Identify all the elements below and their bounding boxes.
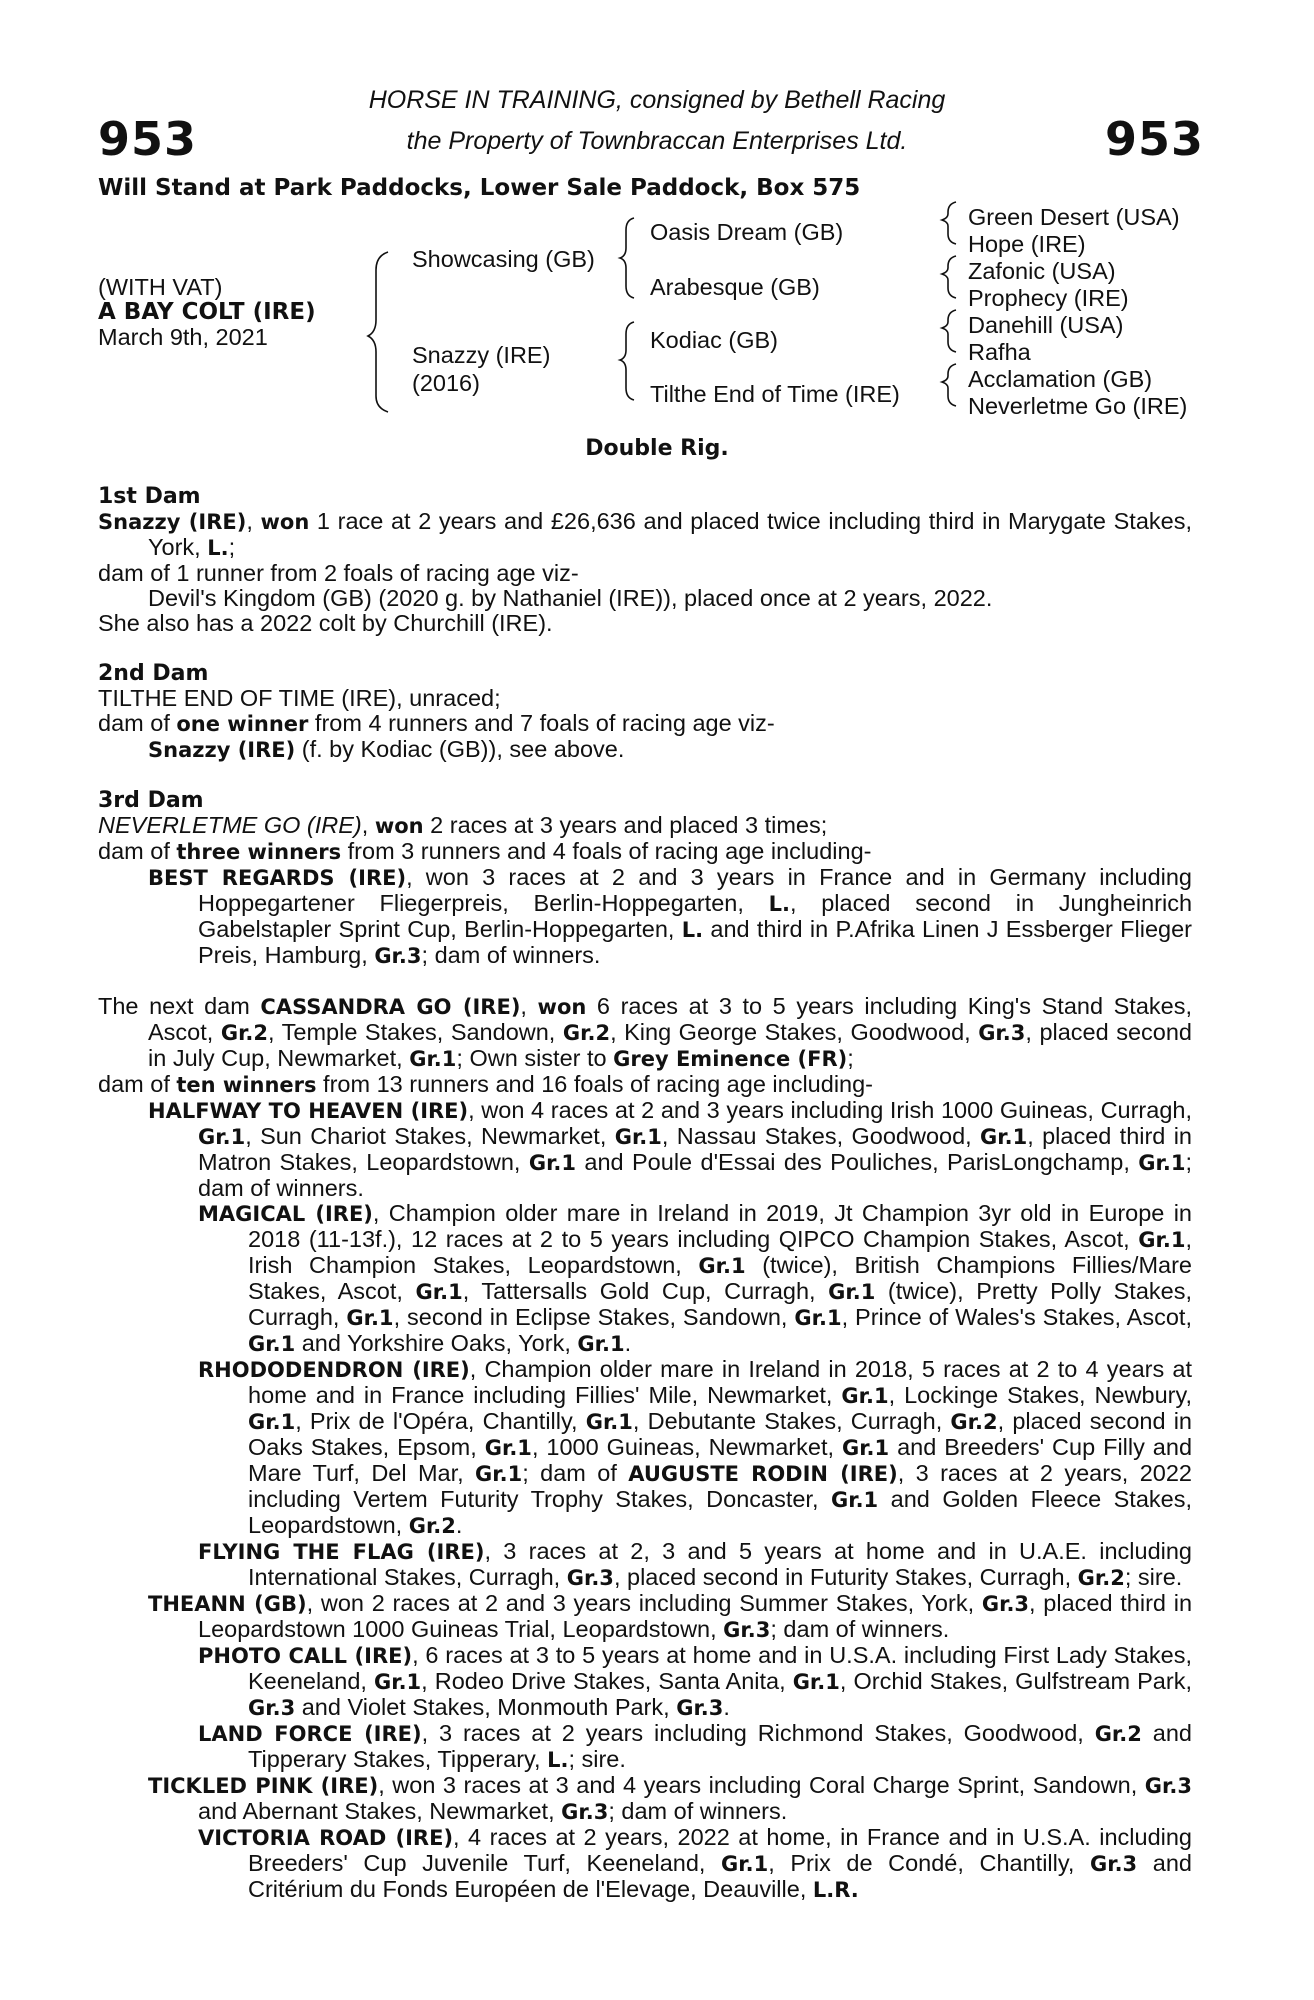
text: dam of xyxy=(98,1071,177,1097)
text: ; xyxy=(847,1045,854,1071)
flying-the-flag-entry xyxy=(98,1539,1192,1591)
horse-name: PHOTO CALL (IRE) xyxy=(198,1644,413,1668)
theann-entry xyxy=(98,1591,1192,1643)
ancestor-8: Neverletme Go (IRE) xyxy=(968,393,1188,419)
text: , 3 races at 2 years, 2022 including Vertem Futurity Trophy Stakes, Doncaster, xyxy=(248,1460,1193,1512)
text: , Temple Stakes, Sandown, xyxy=(268,1019,563,1045)
dam-name: CASSANDRA GO (IRE) xyxy=(260,995,521,1019)
text: 1 race at 2 years and £26,636 and placed twice including third in Marygate Stakes, York, xyxy=(148,508,1192,560)
text: , Prix de l'Opéra, Chantilly, xyxy=(295,1408,586,1434)
consignment-line-2: the Property of Townbraccan Enterprises Ltd. xyxy=(406,127,908,155)
text: , Sun Chariot Stakes, Newmarket, xyxy=(245,1123,615,1149)
text: , Orchid Stakes, Gulfstream Park, xyxy=(839,1668,1192,1694)
grade: Gr.1 xyxy=(698,1254,746,1278)
text: 6 races at 3 to 5 years including King's Stand Stakes, Ascot, xyxy=(148,993,1192,1045)
text: , 3 races at 2, 3 and 5 years at home and in U.A.E. including International Stakes, Curragh, xyxy=(248,1538,1192,1590)
ancestor-1: Green Desert (USA) xyxy=(968,204,1180,230)
dam-year: (2016) xyxy=(412,370,480,396)
third-dam-record xyxy=(98,813,1192,839)
dam-dam: Tilthe End of Time (IRE) xyxy=(650,381,900,407)
grade: Gr.3 xyxy=(723,1618,771,1642)
text: , placed second in Futurity Stakes, Curragh, xyxy=(613,1564,1078,1590)
horse-name: RHODODENDRON (IRE) xyxy=(198,1358,470,1382)
grade: Gr.1 xyxy=(415,1280,463,1304)
grade: Gr.3 xyxy=(561,1800,609,1824)
text: , xyxy=(361,812,375,838)
text: dam of xyxy=(98,838,177,864)
text: and Violet Stakes, Monmouth Park, xyxy=(295,1694,677,1720)
text: , placed second in July Cup, Newmarket, xyxy=(148,1019,1192,1071)
horse-name: FLYING THE FLAG (IRE) xyxy=(198,1540,485,1564)
grade: Gr.3 xyxy=(676,1696,724,1720)
text: ; sire. xyxy=(568,1746,626,1772)
text: , won 3 races at 3 and 4 years including Coral Charge Sprint, Sandown, xyxy=(378,1772,1145,1798)
horse-name: VICTORIA ROAD (IRE) xyxy=(198,1826,454,1850)
grade: Gr.1 xyxy=(841,1384,889,1408)
first-dam-note: She also has a 2022 colt by Churchill (IRE). xyxy=(98,610,553,636)
grade: Gr.3 xyxy=(374,944,422,968)
sire-sire: Oasis Dream (GB) xyxy=(650,219,844,245)
first-dam-heading: 1st Dam xyxy=(98,484,201,509)
text: , placed third in Matron Stakes, Leopardstown, xyxy=(198,1123,1192,1175)
text: dam of xyxy=(98,710,177,736)
foal-name: Snazzy (IRE) xyxy=(148,738,296,762)
text: , Rodeo Drive Stakes, Santa Anita, xyxy=(421,1668,793,1694)
text: , 6 races at 3 to 5 years at home and in U.S.A. including First Lady Stakes, Keeneland, xyxy=(248,1642,1192,1694)
grade: Gr.3 xyxy=(1089,1852,1138,1876)
dam-sire: Kodiac (GB) xyxy=(650,327,778,353)
text: , 1000 Guineas, Newmarket, xyxy=(531,1434,842,1460)
ancestor-2: Hope (IRE) xyxy=(968,231,1086,257)
horse-name: HALFWAY TO HEAVEN (IRE) xyxy=(148,1099,469,1123)
text: , won 4 races at 2 and 3 years including Irish 1000 Guineas, Curragh, xyxy=(468,1097,1192,1123)
text: (twice), British Champions Fillies/Mare Stakes, Ascot, xyxy=(248,1252,1192,1304)
grade: Gr.1 xyxy=(841,1436,890,1460)
text: , King George Stakes, Goodwood, xyxy=(610,1019,979,1045)
vat-note: (WITH VAT) xyxy=(98,274,223,300)
text: , Tattersalls Gold Cup, Curragh, xyxy=(462,1278,829,1304)
photo-call-entry xyxy=(98,1643,1192,1721)
text: ; dam of winners. xyxy=(770,1616,950,1642)
grade: Gr.2 xyxy=(1094,1722,1142,1746)
text: and Yorkshire Oaks, York, xyxy=(295,1330,578,1356)
grade: Gr.1 xyxy=(794,1306,842,1330)
grade: L.R. xyxy=(812,1878,859,1902)
horse-name: BEST REGARDS (IRE) xyxy=(148,866,407,890)
ancestor-7: Acclamation (GB) xyxy=(968,366,1153,392)
text: and Golden Fleece Stakes, Leopardstown, xyxy=(248,1486,1192,1538)
won-word: won xyxy=(260,510,310,534)
grade: Gr.1 xyxy=(1138,1151,1186,1175)
listed-mark: L. xyxy=(207,536,229,560)
grade: Gr.1 xyxy=(484,1436,532,1460)
grade: Gr.3 xyxy=(248,1696,296,1720)
grade: Gr.3 xyxy=(566,1566,614,1590)
text: . xyxy=(455,1512,463,1538)
grade: Gr.2 xyxy=(1077,1566,1125,1590)
second-dam-heading: 2nd Dam xyxy=(98,661,209,686)
text: and Tipperary Stakes, Tipperary, xyxy=(248,1720,1192,1772)
grade: Gr.1 xyxy=(980,1125,1028,1149)
ancestor-3: Zafonic (USA) xyxy=(968,258,1116,284)
text: , Prince of Wales's Stakes, Ascot, xyxy=(841,1304,1192,1330)
tickled-pink-entry xyxy=(98,1773,1192,1825)
rhododendron-entry xyxy=(98,1357,1192,1539)
text: . xyxy=(723,1694,730,1720)
next-dam-record xyxy=(98,994,1192,1072)
text: ; dam of winners. xyxy=(198,1149,1192,1201)
text: and Critérium du Fonds Européen de l'Elevage, Deauville, xyxy=(248,1850,1192,1902)
first-dam-produce-summary: dam of 1 runner from 2 foals of racing age viz- xyxy=(98,560,579,586)
horse-name: LAND FORCE (IRE) xyxy=(198,1722,422,1746)
grade: Gr.2 xyxy=(562,1021,611,1045)
third-dam-produce-summary xyxy=(98,839,1192,865)
grade: Gr.3 xyxy=(981,1592,1030,1616)
winners-count: three winners xyxy=(176,840,342,864)
grade: Gr.1 xyxy=(373,1670,422,1694)
grade: Gr.3 xyxy=(978,1021,1026,1045)
magical-entry xyxy=(98,1201,1192,1357)
text: , xyxy=(246,508,261,534)
grade: Gr.1 xyxy=(248,1332,296,1356)
text: , Debutante Stakes, Curragh, xyxy=(632,1408,951,1434)
grade: Gr.1 xyxy=(198,1125,246,1149)
ancestor-5: Danehill (USA) xyxy=(968,312,1124,338)
text: , Lockinge Stakes, Newbury, xyxy=(888,1382,1192,1408)
third-dam-heading: 3rd Dam xyxy=(98,788,204,813)
text: (f. by Kodiac (GB)), see above. xyxy=(295,736,625,762)
lot-number-right: 953 xyxy=(1104,112,1204,166)
grade: Gr.2 xyxy=(950,1410,998,1434)
grade: Gr.1 xyxy=(1138,1228,1186,1252)
horse-name: A BAY COLT (IRE) xyxy=(98,299,316,325)
ancestor-6: Rafha xyxy=(968,339,1031,365)
dam-name: NEVERLETME GO (IRE) xyxy=(98,812,362,838)
grade: Gr.1 xyxy=(528,1151,577,1175)
text: and third in P.Afrika Linen J Essberger Flieger Preis, Hamburg, xyxy=(198,916,1192,968)
text: . xyxy=(624,1330,632,1356)
text: from 4 runners and 7 foals of racing age viz- xyxy=(308,710,775,736)
grade: Gr.1 xyxy=(721,1852,769,1876)
first-dam-foal: Devil's Kingdom (GB) (2020 g. by Nathaniel (IRE)), placed once at 2 years, 2022. xyxy=(148,585,993,611)
text: ; dam of winners. xyxy=(608,1798,788,1824)
foaling-date: March 9th, 2021 xyxy=(98,324,268,350)
lot-number-left: 953 xyxy=(98,112,198,166)
text: (twice), Pretty Polly Stakes, Curragh, xyxy=(248,1278,1193,1330)
grade: Gr.1 xyxy=(248,1410,296,1434)
grade: L. xyxy=(547,1748,569,1772)
grade: L. xyxy=(681,918,704,942)
text: , 3 races at 2 years including Richmond Stakes, Goodwood, xyxy=(421,1720,1095,1746)
sire-dam: Arabesque (GB) xyxy=(650,274,820,300)
text: , 4 races at 2 years, 2022 at home, in France and in U.S.A. including Breeders' Cup Juvenile Turf, Keeneland, xyxy=(248,1824,1192,1876)
text: , won 3 races at 2 and 3 years in France and in Germany including Hoppegartener Fliegerpreis, Berlin-Hoppegarten, xyxy=(198,864,1192,916)
horse-name: MAGICAL (IRE) xyxy=(198,1202,373,1226)
dam-name: Snazzy (IRE) xyxy=(98,510,247,534)
text: , Nassau Stakes, Goodwood, xyxy=(661,1123,981,1149)
text: , Prix de Condé, Chantilly, xyxy=(768,1850,1090,1876)
text: , Champion older mare in Ireland in 2018, 5 races at 2 to 4 years at home and in France including Fillies' Mile, Newmarket, xyxy=(248,1356,1192,1408)
grade: Gr.1 xyxy=(346,1306,394,1330)
text: ; Own sister to xyxy=(456,1045,614,1071)
horse-name: AUGUSTE RODIN (IRE) xyxy=(628,1462,898,1486)
text: , Irish Champion Stakes, Leopardstown, xyxy=(248,1226,1192,1278)
text: ; dam of xyxy=(522,1460,629,1486)
sister-name: Grey Eminence (FR) xyxy=(613,1047,848,1071)
second-dam-produce-summary xyxy=(98,711,1192,737)
catalogue-body xyxy=(98,484,1192,1903)
text: , placed third in Leopardstown 1000 Guineas Trial, Leopardstown, xyxy=(198,1590,1193,1642)
grade: Gr.1 xyxy=(614,1125,662,1149)
winners-count: one winner xyxy=(176,712,309,736)
ancestor-4: Prophecy (IRE) xyxy=(968,285,1129,311)
won-word: won xyxy=(374,814,424,838)
text: and Abernant Stakes, Newmarket, xyxy=(198,1798,562,1824)
grade: Gr.3 xyxy=(1144,1774,1192,1798)
text: ; xyxy=(228,534,236,560)
stall-location: Will Stand at Park Paddocks, Lower Sale Paddock, Box 575 xyxy=(98,175,861,201)
text: and Poule d'Essai des Pouliches, ParisLongchamp, xyxy=(576,1149,1139,1175)
horse-name: TICKLED PINK (IRE) xyxy=(148,1774,379,1798)
grade: Gr.1 xyxy=(577,1332,625,1356)
grade: Gr.1 xyxy=(830,1488,879,1512)
horse-name: THEANN (GB) xyxy=(148,1592,307,1616)
first-dam-record xyxy=(98,509,1192,561)
text: from 13 runners and 16 foals of racing age including- xyxy=(316,1071,874,1097)
victoria-road-entry xyxy=(98,1825,1192,1903)
text: ; sire. xyxy=(1124,1564,1183,1590)
consignment-line-1: HORSE IN TRAINING, consigned by Bethell Racing xyxy=(368,86,946,114)
next-dam-produce-summary xyxy=(98,1072,1192,1098)
halfway-to-heaven-entry xyxy=(98,1098,1192,1201)
land-force-entry xyxy=(98,1721,1192,1773)
grade: Gr.1 xyxy=(828,1280,876,1304)
grade: Gr.1 xyxy=(585,1410,633,1434)
text: , won 2 races at 2 and 3 years including Summer Stakes, York, xyxy=(306,1590,982,1616)
text: , xyxy=(520,993,538,1019)
grade: Gr.1 xyxy=(409,1047,457,1071)
text: , second in Eclipse Stakes, Sandown, xyxy=(393,1304,795,1330)
dam: Snazzy (IRE) xyxy=(412,342,551,368)
grade: Gr.1 xyxy=(792,1670,840,1694)
text: The next dam xyxy=(98,993,261,1019)
grade: Gr.2 xyxy=(220,1021,269,1045)
grade: L. xyxy=(768,892,790,916)
double-rig-note: Double Rig. xyxy=(585,436,729,461)
best-regards-entry xyxy=(98,865,1192,969)
grade: Gr.1 xyxy=(475,1462,523,1486)
text: and Breeders' Cup Filly and Mare Turf, Del Mar, xyxy=(248,1434,1193,1486)
text: ; dam of winners. xyxy=(421,942,601,968)
won-word: won xyxy=(537,995,587,1019)
sire: Showcasing (GB) xyxy=(412,246,595,272)
text: , Champion older mare in Ireland in 2019, Jt Champion 3yr old in Europe in 2018 (11-13f.), 12 races at 2 to 5 years including QIPCO Champion Stakes, Ascot, xyxy=(248,1200,1192,1252)
text: from 3 runners and 4 foals of racing age including- xyxy=(341,838,872,864)
text: 2 races at 3 years and placed 3 times; xyxy=(423,812,828,838)
winners-count: ten winners xyxy=(176,1073,317,1097)
text: , placed second in Jungheinrich Gabelstapler Sprint Cup, Berlin-Hoppegarten, xyxy=(198,890,1193,942)
grade: Gr.2 xyxy=(408,1514,456,1538)
text: , placed second in Oaks Stakes, Epsom, xyxy=(248,1408,1192,1460)
second-dam-foal xyxy=(98,737,1192,763)
second-dam-record: TILTHE END OF TIME (IRE), unraced; xyxy=(98,685,501,711)
